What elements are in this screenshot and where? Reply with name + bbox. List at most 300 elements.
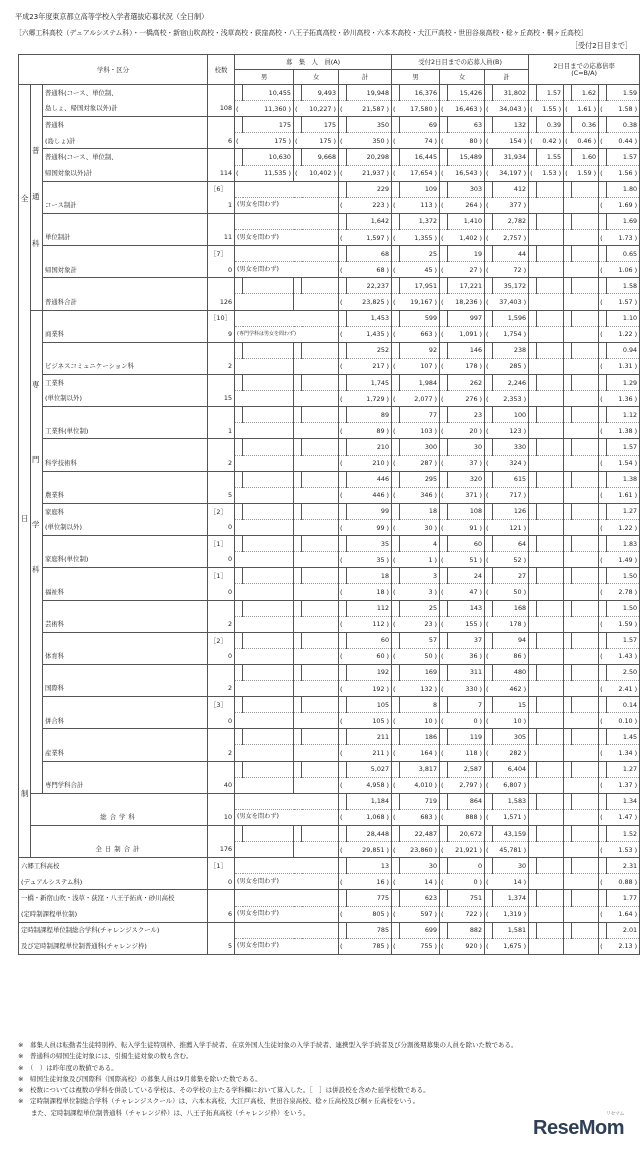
paren-l <box>339 761 347 777</box>
ratio-rf <box>572 890 599 906</box>
apps-at-prev: 45,781 ) <box>493 842 529 858</box>
ratio-rm <box>537 858 564 874</box>
side-label: 全 <box>21 194 29 203</box>
row-label-2: 及び定時制課程単位制普通科(チャレンジ枠) <box>19 938 208 954</box>
quota-qt: 19,948 <box>347 85 392 101</box>
paren-l <box>485 761 493 777</box>
ratio-rt: 1.45 <box>607 729 640 745</box>
ratio-rf <box>572 471 599 487</box>
coed-note: (男女を問わず) <box>235 197 339 213</box>
apps-at-prev: 1,571 ) <box>493 809 529 825</box>
apps-af: 19 <box>448 246 485 262</box>
paren-l <box>392 922 400 938</box>
row-label-2: (デュアルシステム科) <box>19 874 208 890</box>
quota-qf: 9,493 <box>302 85 339 101</box>
paren-l <box>564 938 572 954</box>
paren-l: ( <box>339 745 347 761</box>
quota-female-header: 女 <box>294 70 339 85</box>
ratio-rf-prev <box>572 391 599 407</box>
paren-l <box>599 568 607 584</box>
apps-af-prev: 371 ) <box>448 487 485 503</box>
apps-af-prev: 2,797 ) <box>448 777 485 793</box>
ratio-rm <box>537 310 564 326</box>
paren-l <box>485 793 493 809</box>
school-count: 11 <box>208 229 235 245</box>
blank <box>235 858 339 874</box>
paren-l <box>485 632 493 648</box>
prior-school-count <box>208 278 235 294</box>
paren-l <box>392 664 400 680</box>
paren-l: ( <box>440 101 448 117</box>
paren-l <box>235 745 243 761</box>
row-label: 六郷工科高校 <box>19 858 208 874</box>
apps-af: 17,221 <box>448 278 485 294</box>
apps-at: 31,934 <box>493 149 529 165</box>
row-label <box>43 342 208 358</box>
paren-l <box>339 664 347 680</box>
footnote-line: ※ 帰国生徒対象及び国際科（国際高校）の募集人員は9月募集を除いた数である。 <box>18 1074 262 1083</box>
paren-l <box>529 761 537 777</box>
ratio-rm <box>537 471 564 487</box>
paren-l: ( <box>339 262 347 278</box>
paren-l: ( <box>440 326 448 342</box>
paren-l: ( <box>485 455 493 471</box>
apps-am-prev: 4,010 ) <box>400 777 440 793</box>
paren-l <box>235 117 243 133</box>
apps-at-prev: 121 ) <box>493 519 529 535</box>
quota-qt: 446 <box>347 471 392 487</box>
paren-l: ( <box>392 133 400 149</box>
paren-l <box>294 391 302 407</box>
apps-am: 599 <box>400 310 440 326</box>
ratio-rt: 1.58 <box>607 278 640 294</box>
apps-af-prev: 18,236 ) <box>448 294 485 310</box>
quota-qf-prev <box>302 648 339 664</box>
paren-l: ( <box>599 262 607 278</box>
apps-am-prev: 10 ) <box>400 713 440 729</box>
apps-total-header: 計 <box>485 70 529 85</box>
ratio-rt-prev: 1.36 ) <box>607 391 640 407</box>
ratio-rf: 1.60 <box>572 149 599 165</box>
apps-am: 186 <box>400 729 440 745</box>
quota-qt-prev: 18 ) <box>347 584 392 600</box>
paren-l <box>599 374 607 390</box>
quota-qt: 5,027 <box>347 761 392 777</box>
quota-qt: 99 <box>347 503 392 519</box>
ratio-rt-prev: 1.47 ) <box>607 809 640 825</box>
paren-l: ( <box>235 133 243 149</box>
paren-l <box>440 246 448 262</box>
ratio-rt: 1.27 <box>607 503 640 519</box>
paren-l <box>529 117 537 133</box>
side-label: 日 <box>21 514 29 523</box>
paren-l <box>599 890 607 906</box>
apps-af: 997 <box>448 310 485 326</box>
row-label <box>43 536 208 552</box>
school-count: 1 <box>208 423 235 439</box>
prior-school-count: ［2］ <box>208 503 235 519</box>
quota-qf <box>302 600 339 616</box>
side-group <box>31 310 43 793</box>
quota-qm-prev <box>243 487 294 503</box>
side-zennichisei <box>19 85 31 858</box>
paren-l: ( <box>440 391 448 407</box>
paren-l: ( <box>485 842 493 858</box>
quota-total: 775 <box>347 890 392 906</box>
paren-l <box>599 213 607 229</box>
apps-at-prev: 1,675 ) <box>493 938 529 954</box>
footnote-line: また、定時制課程単位制普通科（チャレンジ枠）は、八王子拓真高校（チャレンジ枠）をいう。 <box>18 1108 310 1117</box>
paren-l <box>529 681 537 697</box>
apps-af: 864 <box>448 793 485 809</box>
paren-l: ( <box>392 262 400 278</box>
quota-total: 229 <box>347 181 392 197</box>
paren-l: ( <box>392 165 400 181</box>
quota-qf-prev <box>302 842 339 858</box>
apps-at: 1,374 <box>493 890 529 906</box>
ratio-rt-prev: 1.59 ) <box>607 616 640 632</box>
ratio-rf-prev <box>572 584 599 600</box>
footnote-line: ※ 普通科の帰国生徒対象には、引揚生徒対象の数も含む。 <box>18 1052 193 1061</box>
apps-af: 882 <box>448 922 485 938</box>
paren-l: ( <box>485 294 493 310</box>
paren-l <box>440 503 448 519</box>
paren-l: ( <box>392 552 400 568</box>
ratio-rf <box>572 213 599 229</box>
paren-l <box>485 503 493 519</box>
table-row-prev <box>19 906 640 922</box>
table-row <box>19 922 640 938</box>
paren-l <box>294 681 302 697</box>
row-label-2: 併合科 <box>43 713 208 729</box>
paren-l <box>564 552 572 568</box>
ratio-rt-prev: 2.13 ) <box>607 938 640 954</box>
quota-qm-prev <box>243 519 294 535</box>
quota-qm: 10,630 <box>243 149 294 165</box>
row-label-2: 科学技術科 <box>43 455 208 471</box>
ratio-rf-prev <box>572 681 599 697</box>
paren-l <box>564 310 572 326</box>
apps-at: 132 <box>493 117 529 133</box>
quota-qf-prev <box>302 391 339 407</box>
table-row-prev <box>19 777 640 793</box>
apps-at: 1,596 <box>493 310 529 326</box>
paren-l <box>339 374 347 390</box>
paren-l: ( <box>564 133 572 149</box>
paren-l: ( <box>564 165 572 181</box>
apps-at-prev: 1,754 ) <box>493 326 529 342</box>
apps-at: 2,782 <box>493 213 529 229</box>
ratio-rm <box>537 342 564 358</box>
paren-l <box>294 149 302 165</box>
apps-af-prev: 888 ) <box>448 809 485 825</box>
apps-af-prev: 36 ) <box>448 648 485 664</box>
paren-l: ( <box>599 197 607 213</box>
apps-af: 15,489 <box>448 149 485 165</box>
table-row <box>19 664 640 680</box>
ratio-rm-prev <box>537 648 564 664</box>
paren-l <box>529 423 537 439</box>
table-row <box>19 181 640 197</box>
quota-qm-prev <box>243 552 294 568</box>
ratio-rm-prev <box>537 455 564 471</box>
ratio-rt-prev: 1.34 ) <box>607 745 640 761</box>
ratio-rt: 1.50 <box>607 568 640 584</box>
side-label: 通 <box>32 192 40 201</box>
apps-af-prev: 1,091 ) <box>448 326 485 342</box>
table-row-prev <box>19 713 640 729</box>
apps-at-prev: 72 ) <box>493 262 529 278</box>
paren-l: ( <box>440 906 448 922</box>
quota-qf-prev <box>302 713 339 729</box>
apps-am: 3,817 <box>400 761 440 777</box>
paren-l <box>485 374 493 390</box>
prior-school-count <box>208 85 235 101</box>
paren-l <box>392 632 400 648</box>
paren-l <box>339 310 347 326</box>
paren-l: ( <box>440 713 448 729</box>
apps-at-prev: 324 ) <box>493 455 529 471</box>
paren-l <box>564 922 572 938</box>
paren-l <box>339 632 347 648</box>
paren-l <box>599 149 607 165</box>
prior-school-count <box>208 600 235 616</box>
apps-at-prev: 285 ) <box>493 358 529 374</box>
school-count: 126 <box>208 294 235 310</box>
paren-l: ( <box>339 906 347 922</box>
quota-qm-prev <box>243 423 294 439</box>
paren-l: ( <box>339 165 347 181</box>
paren-l <box>529 809 537 825</box>
paren-l <box>529 85 537 101</box>
table-row-prev <box>19 552 640 568</box>
paren-l <box>440 117 448 133</box>
quota-qf-prev <box>302 745 339 761</box>
apps-am: 30 <box>400 858 440 874</box>
table-row-prev <box>19 584 640 600</box>
quota-total: 1,184 <box>347 793 392 809</box>
ratio-rt-prev: 1.49 ) <box>607 552 640 568</box>
paren-l: ( <box>599 809 607 825</box>
paren-l <box>529 519 537 535</box>
row-label-2: 単位制計 <box>43 229 208 245</box>
row-label <box>43 213 208 229</box>
paren-l <box>564 536 572 552</box>
ratio-rm-prev <box>537 681 564 697</box>
apps-am-prev: 23,860 ) <box>400 842 440 858</box>
quota-qm-prev <box>243 391 294 407</box>
ratio-rt: 1.80 <box>607 181 640 197</box>
apps-at: 2,246 <box>493 374 529 390</box>
ratio-rf-prev <box>572 455 599 471</box>
paren-l <box>294 664 302 680</box>
ratio-rt: 1.69 <box>607 213 640 229</box>
apps-am-prev: 50 ) <box>400 648 440 664</box>
apps-af-prev: 80 ) <box>448 133 485 149</box>
paren-l <box>294 826 302 842</box>
paren-l <box>564 181 572 197</box>
paren-l: ( <box>485 423 493 439</box>
school-count: 2 <box>208 455 235 471</box>
paren-l <box>599 922 607 938</box>
paren-l: ( <box>440 809 448 825</box>
apps-af-prev: 920 ) <box>448 938 485 954</box>
apps-af-prev: 722 ) <box>448 906 485 922</box>
paren-l <box>392 568 400 584</box>
ratio-rf-prev <box>572 487 599 503</box>
paren-l: ( <box>599 165 607 181</box>
quota-qt: 252 <box>347 342 392 358</box>
school-count: 5 <box>208 487 235 503</box>
paren-l <box>564 874 572 890</box>
paren-l <box>529 713 537 729</box>
paren-l <box>485 149 493 165</box>
side-label: 科 <box>32 564 40 574</box>
paren-l <box>529 858 537 874</box>
paren-l <box>294 487 302 503</box>
ratio-rf <box>572 374 599 390</box>
paren-l <box>294 745 302 761</box>
quota-total-prev: 223 ) <box>347 197 392 213</box>
paren-l <box>392 890 400 906</box>
apps-am: 169 <box>400 664 440 680</box>
paren-l <box>440 181 448 197</box>
col-schools: 校数 <box>208 55 235 85</box>
paren-l <box>294 85 302 101</box>
quota-qm-prev: 175 ) <box>243 133 294 149</box>
prior-school-count <box>208 471 235 487</box>
apps-at-prev: 86 ) <box>493 648 529 664</box>
quota-qm-prev <box>243 745 294 761</box>
row-label-2: 福祉科 <box>43 584 208 600</box>
paren-l <box>392 536 400 552</box>
paren-l <box>294 407 302 423</box>
apps-female-header: 女 <box>440 70 485 85</box>
ratio-rt-prev: 1.06 ) <box>607 262 640 278</box>
paren-l <box>392 149 400 165</box>
paren-l: ( <box>485 391 493 407</box>
paren-l <box>529 826 537 842</box>
paren-l <box>440 149 448 165</box>
paren-l <box>235 761 243 777</box>
quota-qf-prev <box>302 519 339 535</box>
paren-l <box>529 729 537 745</box>
school-count: 0 <box>208 648 235 664</box>
paren-l: ( <box>485 487 493 503</box>
paren-l <box>529 777 537 793</box>
paren-l <box>529 648 537 664</box>
paren-l: ( <box>392 874 400 890</box>
paren-l <box>485 310 493 326</box>
row-label-2: ビジネスコミュニケーション科 <box>43 358 208 374</box>
quota-qm <box>243 536 294 552</box>
school-count: 5 <box>208 938 235 954</box>
table-row-prev <box>19 133 640 149</box>
paren-l: ( <box>440 552 448 568</box>
ratio-rf-prev <box>572 294 599 310</box>
quota-qm <box>243 761 294 777</box>
paren-l <box>564 117 572 133</box>
quota-qt-prev: 4,958 ) <box>347 777 392 793</box>
quota-qm-prev <box>243 294 294 310</box>
row-label-2: 総合学科 <box>31 809 208 825</box>
paren-l <box>599 826 607 842</box>
apps-af-prev: 118 ) <box>448 745 485 761</box>
paren-l: ( <box>392 101 400 117</box>
row-label: 一橋・新宿山吹・浅草・荻窪・八王子拓真・砂川高校 <box>19 890 208 906</box>
table-row <box>19 310 640 326</box>
apps-at: 27 <box>493 568 529 584</box>
apps-at: 100 <box>493 407 529 423</box>
apps-am-prev: 103 ) <box>400 423 440 439</box>
quota-qf-prev: 10,402 ) <box>302 165 339 181</box>
paren-l: ( <box>392 229 400 245</box>
apps-at: 30 <box>493 858 529 874</box>
row-label-2: 帰国対象以外)計 <box>43 165 208 181</box>
paren-l <box>564 729 572 745</box>
ratio-rm-prev: 1.53 ) <box>537 165 564 181</box>
ratio-rt-prev: 1.58 ) <box>607 101 640 117</box>
quota-qt-prev: 60 ) <box>347 648 392 664</box>
prior-school-count <box>208 439 235 455</box>
paren-l <box>294 536 302 552</box>
paren-l <box>599 278 607 294</box>
apps-am-prev: 30 ) <box>400 519 440 535</box>
paren-l <box>529 439 537 455</box>
prior-school-count <box>208 117 235 133</box>
paren-l: ( <box>485 584 493 600</box>
paren-l <box>392 697 400 713</box>
row-label <box>43 568 208 584</box>
paren-l: ( <box>392 745 400 761</box>
school-count: 6 <box>208 906 235 922</box>
quota-qf <box>302 439 339 455</box>
paren-l: ( <box>339 294 347 310</box>
paren-l <box>392 117 400 133</box>
paren-l <box>529 793 537 809</box>
row-label <box>43 246 208 262</box>
paren-l <box>564 149 572 165</box>
table-row-prev <box>19 519 640 535</box>
apps-at-prev: 37,403 ) <box>493 294 529 310</box>
table-row-prev <box>19 391 640 407</box>
paren-l <box>339 149 347 165</box>
paren-l <box>440 761 448 777</box>
ratio-rf-prev <box>572 358 599 374</box>
ratio-rt: 1.57 <box>607 439 640 455</box>
row-label-2: 産業科 <box>43 745 208 761</box>
paren-l <box>339 536 347 552</box>
ratio-rt-prev: 2.78 ) <box>607 584 640 600</box>
paren-l <box>564 213 572 229</box>
paren-l: ( <box>339 455 347 471</box>
paren-l <box>564 713 572 729</box>
school-count: 10 <box>208 809 235 825</box>
apps-am: 22,487 <box>400 826 440 842</box>
row-label <box>43 761 208 777</box>
paren-l: ( <box>392 616 400 632</box>
quota-qm: 10,455 <box>243 85 294 101</box>
row-label-2: 専門学科合計 <box>43 777 208 793</box>
prior-school-count: ［10］ <box>208 310 235 326</box>
prior-school-count: ［6］ <box>208 181 235 197</box>
ratio-rm <box>537 246 564 262</box>
blank <box>235 181 339 197</box>
paren-l: ( <box>392 358 400 374</box>
ratio-rm-prev <box>537 713 564 729</box>
paren-l <box>485 858 493 874</box>
paren-l <box>294 568 302 584</box>
